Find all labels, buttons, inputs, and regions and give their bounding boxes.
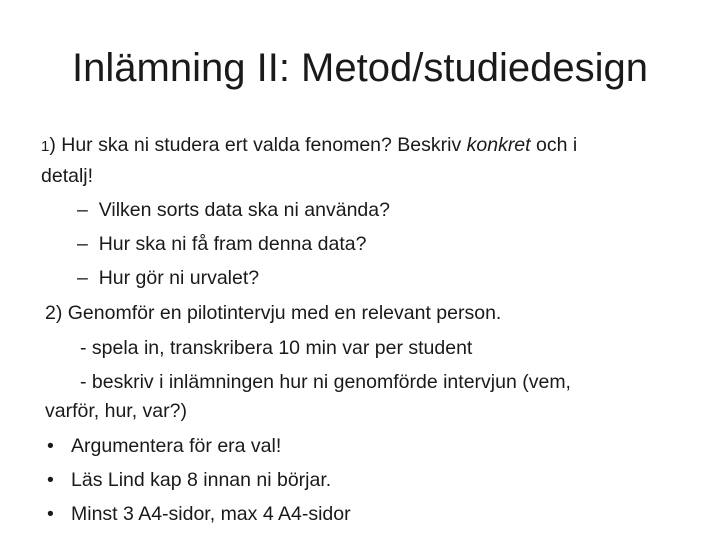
question-2-detail-2: - beskriv i inlämningen hur ni genomförde intervjun (vem,: [80, 371, 571, 393]
bullet-item-1: [47, 433, 667, 459]
question-1-continuation: detalj!: [41, 165, 94, 187]
sub-item-text: Hur ska ni få fram denna data?: [98, 233, 367, 255]
question-1-text-after: och i: [530, 134, 578, 156]
slide-title: Inlämning II: Metod/studiedesign: [72, 46, 648, 90]
sub-item-2: [77, 231, 366, 257]
bullet-marker: •: [47, 435, 54, 457]
dash-marker: –: [77, 233, 88, 255]
sub-item-text: Hur gör ni urvalet?: [98, 267, 260, 289]
dash-marker: –: [77, 267, 88, 289]
sub-item-3: [77, 265, 259, 291]
dash-marker: –: [77, 199, 88, 221]
bullet-item-3: [47, 501, 667, 527]
bullet-text: Läs Lind kap 8 innan ni börjar.: [71, 469, 332, 491]
bullet-text: Argumentera för era val!: [71, 435, 282, 457]
sub-item-text: Vilken sorts data ska ni använda?: [98, 199, 390, 221]
question-2-continuation: varför, hur, var?): [45, 400, 187, 422]
question-1-number: 1: [41, 138, 50, 155]
question-1-emphasis: konkret: [466, 134, 531, 156]
question-1-text-before: ) Hur ska ni studera ert valda fenomen? Beskriv: [49, 134, 467, 156]
question-2-detail-1: - spela in, transkribera 10 min var per student: [80, 337, 473, 359]
bullet-item-2: [47, 467, 667, 493]
question-1-line: [41, 132, 577, 160]
bullet-marker: •: [47, 469, 54, 491]
sub-item-1: [77, 197, 390, 223]
bullet-text: Minst 3 A4-sidor, max 4 A4-sidor: [71, 503, 351, 525]
bullet-marker: •: [47, 503, 54, 525]
question-2-line: 2) Genomför en pilotintervju med en relevant person.: [45, 302, 502, 324]
